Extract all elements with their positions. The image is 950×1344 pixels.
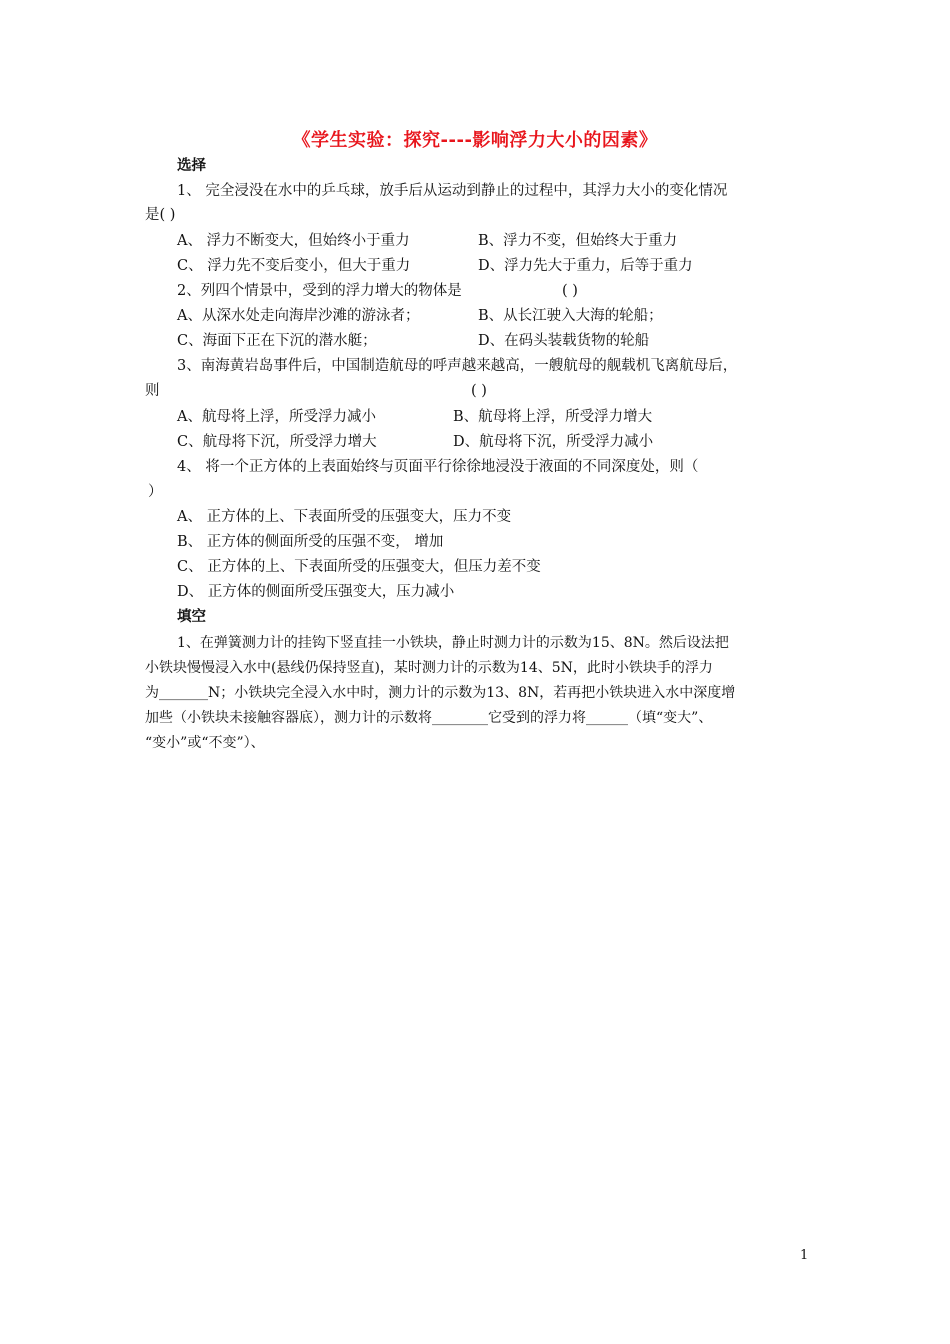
q3-stem-line2: 则 xyxy=(145,383,160,399)
page-number: 1 xyxy=(800,1248,809,1263)
q2-answer-paren: ( ) xyxy=(562,283,578,299)
section-heading-fill: 填空 xyxy=(177,609,206,625)
q3-stem-line1: 3、南海黄岩岛事件后，中国制造航母的呼声越来越高，一艘航母的舰载机飞离航母后， xyxy=(177,358,738,374)
q1-option-d: D、浮力先大于重力，后等于重力 xyxy=(478,258,693,274)
document-title: 《学生实验：探究----影响浮力大小的因素》 xyxy=(292,130,658,151)
q2-stem: 2、列四个情景中，受到的浮力增大的物体是 xyxy=(177,283,462,299)
q2-option-d: D、在码头装载货物的轮船 xyxy=(478,333,650,349)
q2-option-b: B、从长江驶入大海的轮船； xyxy=(478,308,663,324)
q2-option-a: A、从深水处走向海岸沙滩的游泳者； xyxy=(177,308,420,324)
q3-option-c: C、航母将下沉，所受浮力增大 xyxy=(177,434,377,450)
q1-option-c: C、 浮力先不变后变小，但大于重力 xyxy=(177,258,411,274)
q1-stem-line2: 是( ) xyxy=(145,207,176,223)
fill-q1-line1: 1、在弹簧测力计的挂钩下竖直挂一小铁块，静止时测力计的示数为15、8N。然后设法把 xyxy=(177,635,729,651)
q2-option-c: C、海面下正在下沉的潜水艇； xyxy=(177,333,377,349)
q4-option-c: C、 正方体的上、下表面所受的压强变大，但压力差不变 xyxy=(177,559,541,575)
fill-q1-line5: “变小”或“不变”）、 xyxy=(145,735,265,751)
fill-q1-line4: 加些（小铁块未接触容器底），测力计的示数将________它受到的浮力将______（填“变大”、 xyxy=(145,710,713,726)
q4-stem-line2: ） xyxy=(148,484,163,500)
q4-option-b: B、 正方体的侧面所受的压强不变， 增加 xyxy=(177,534,444,550)
q4-stem-line1: 4、 将一个正方体的上表面始终与页面平行徐徐地浸没于液面的不同深度处，则（ xyxy=(177,459,699,475)
q4-option-d: D、 正方体的侧面所受压强变大，压力减小 xyxy=(177,584,455,600)
q3-option-a: A、航母将上浮，所受浮力减小 xyxy=(177,409,376,425)
fill-q1-line3: 为_______N；小铁块完全浸入水中时，测力计的示数为13、8N，若再把小铁块进入水中深度增 xyxy=(145,685,736,701)
q3-option-d: D、航母将下沉，所受浮力减小 xyxy=(453,434,654,450)
q1-stem-line1: 1、 完全浸没在水中的乒乓球，放手后从运动到静止的过程中，其浮力大小的变化情况 xyxy=(177,183,728,199)
q1-option-a: A、 浮力不断变大，但始终小于重力 xyxy=(177,233,410,249)
q4-option-a: A、 正方体的上、下表面所受的压强变大，压力不变 xyxy=(177,509,512,525)
section-heading-choice: 选择 xyxy=(177,158,206,174)
q3-option-b: B、航母将上浮，所受浮力增大 xyxy=(453,409,653,425)
fill-q1-line2: 小铁块慢慢浸入水中(悬线仍保持竖直)，某时测力计的示数为14、5N，此时小铁块手的浮力 xyxy=(145,660,713,676)
q3-answer-paren: ( ) xyxy=(471,383,487,399)
q1-option-b: B、浮力不变，但始终大于重力 xyxy=(478,233,678,249)
